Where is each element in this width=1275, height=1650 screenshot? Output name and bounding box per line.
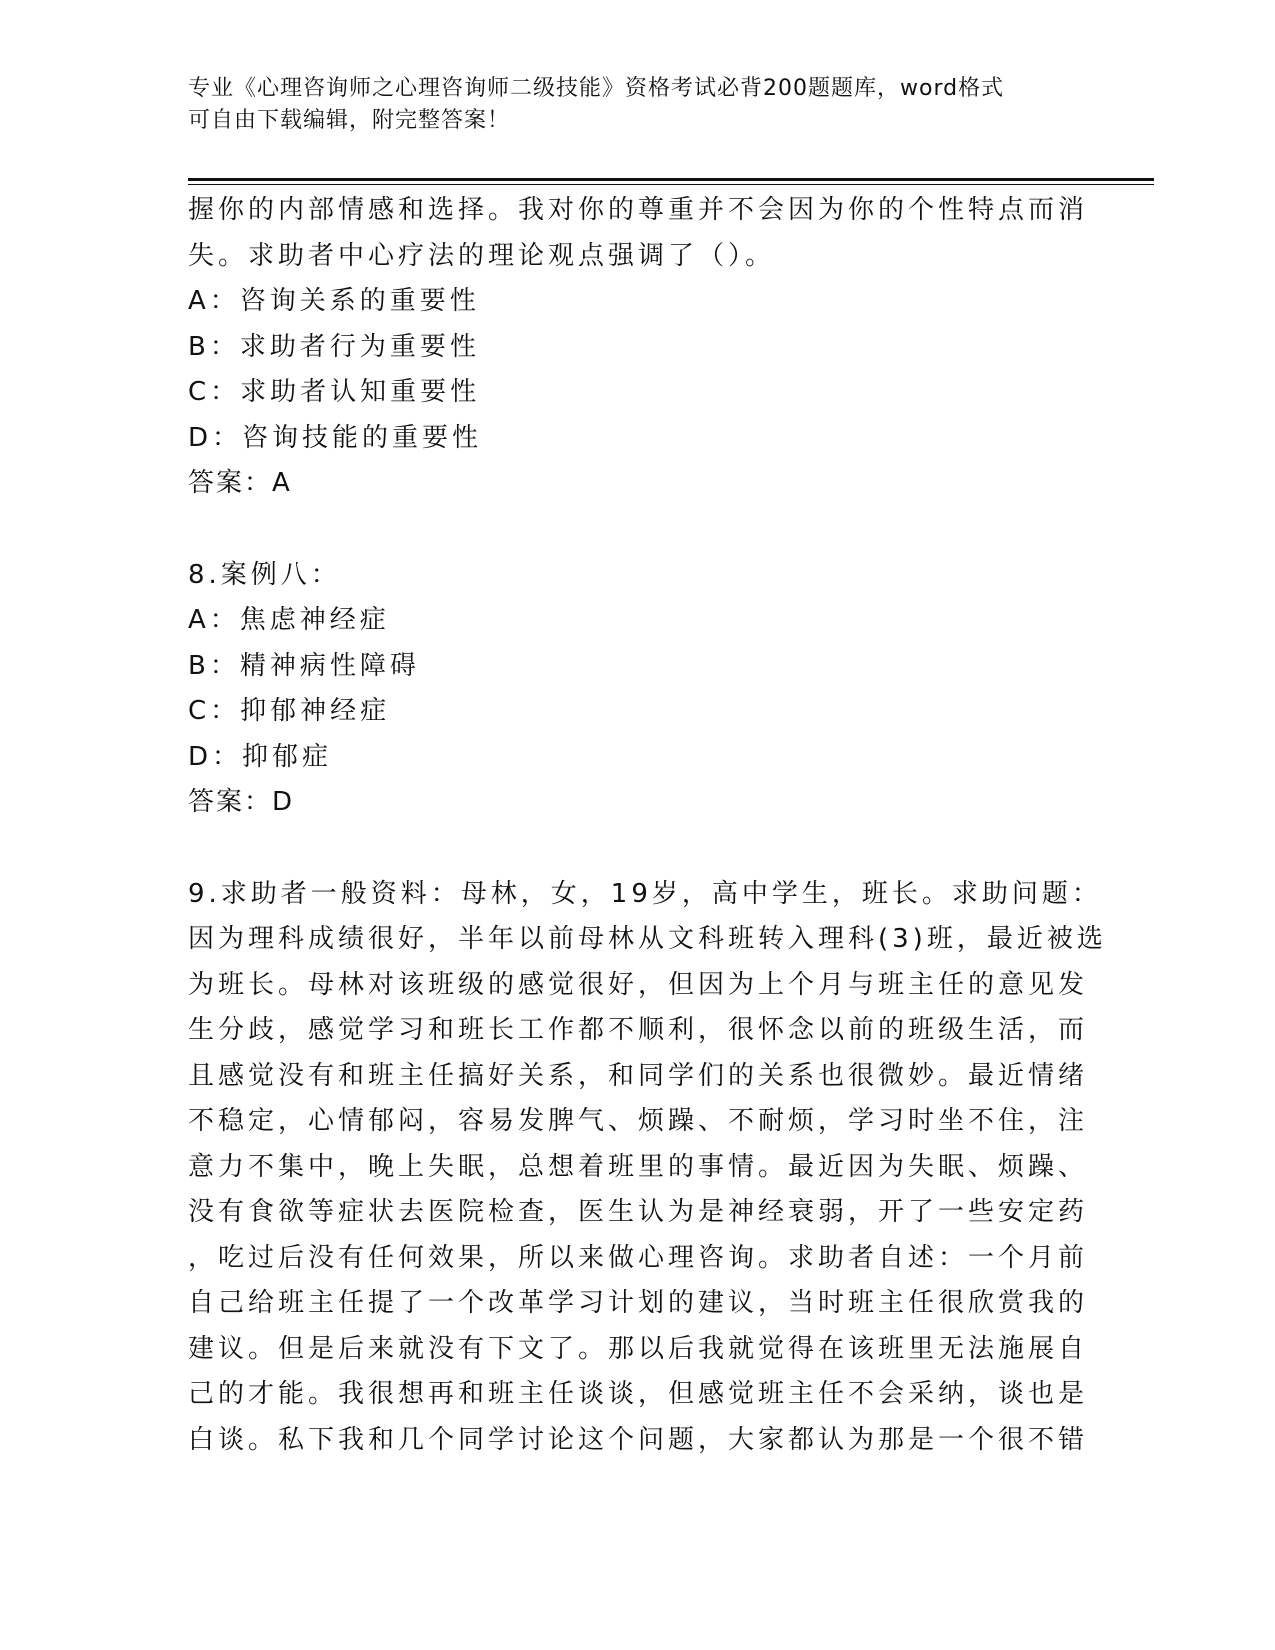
option-c: C：抑郁神经症 [188, 696, 391, 726]
question-text-line: 为班长。母林对该班级的感觉很好，但因为上个月与班主任的意见发 [188, 969, 1089, 1000]
header-divider-thick [188, 178, 1154, 181]
question-7 [188, 188, 1088, 507]
option-a: A：焦虑神经症 [188, 605, 390, 635]
option-d: D：咨询技能的重要性 [188, 422, 483, 453]
question-text-line: 失。求助者中心疗法的理论观点强调了（）。 [188, 240, 776, 271]
question-text-line: 建议。但是后来就没有下文了。那以后我就觉得在该班里无法施展自 [188, 1333, 1089, 1364]
answer-line: 答案：A [188, 468, 292, 498]
option-b: B：求助者行为重要性 [188, 331, 480, 362]
question-text-line: 9.求助者一般资料：母林，女，19岁，高中学生，班长。求助问题： [188, 878, 1102, 909]
document-body [188, 188, 1107, 1463]
option-a: A：咨询关系的重要性 [188, 286, 480, 316]
question-text-line: 意力不集中，晚上失眠，总想着班里的事情。最近因为失眠、烦躁、 [188, 1151, 1089, 1182]
spacer [188, 826, 1088, 872]
question-text-line: 不稳定，心情郁闷，容易发脾气、烦躁、不耐烦，学习时坐不住，注 [188, 1106, 1089, 1136]
question-text-line: ，吃过后没有任何效果，所以来做心理咨询。求助者自述：一个月前 [188, 1242, 1089, 1273]
header-title-line-2: 可自由下载编辑，附完整答案！ [188, 108, 511, 133]
option-b: B：精神病性障碍 [188, 650, 420, 681]
document-header [188, 73, 1068, 137]
question-text-line: 没有食欲等症状去医院检查，医生认为是神经衰弱，开了一些安定药 [188, 1197, 1089, 1227]
option-c: C：求助者认知重要性 [188, 377, 481, 407]
question-text-line: 生分歧，感觉学习和班长工作都不顺利，很怀念以前的班级生活，而 [188, 1015, 1089, 1045]
question-text-line: 8.案例八： [188, 559, 341, 590]
question-9 [188, 872, 1107, 1464]
header-divider-thin [188, 184, 1154, 185]
spacer [188, 507, 1088, 553]
question-text-line: 自己给班主任提了一个改革学习计划的建议，当时班主任很欣赏我的 [188, 1288, 1089, 1318]
option-d: D：抑郁症 [188, 741, 333, 772]
question-text-line: 握你的内部情感和选择。我对你的尊重并不会因为你的个性特点而消 [188, 195, 1089, 225]
question-text-line: 且感觉没有和班主任搞好关系，和同学们的关系也很微妙。最近情绪 [188, 1060, 1089, 1091]
question-8 [188, 553, 1088, 826]
question-text-line: 白谈。私下我和几个同学讨论这个问题，大家都认为那是一个很不错 [188, 1424, 1089, 1455]
answer-line: 答案：D [188, 787, 295, 817]
header-title-line-1: 专业《心理咨询师之心理咨询师二级技能》资格考试必背200题题库，word格式 [188, 76, 1005, 101]
question-text-line: 因为理科成绩很好，半年以前母林从文科班转入理科(3)班，最近被选 [188, 924, 1107, 954]
question-text-line: 己的才能。我很想再和班主任谈谈，但感觉班主任不会采纳，谈也是 [188, 1379, 1089, 1409]
